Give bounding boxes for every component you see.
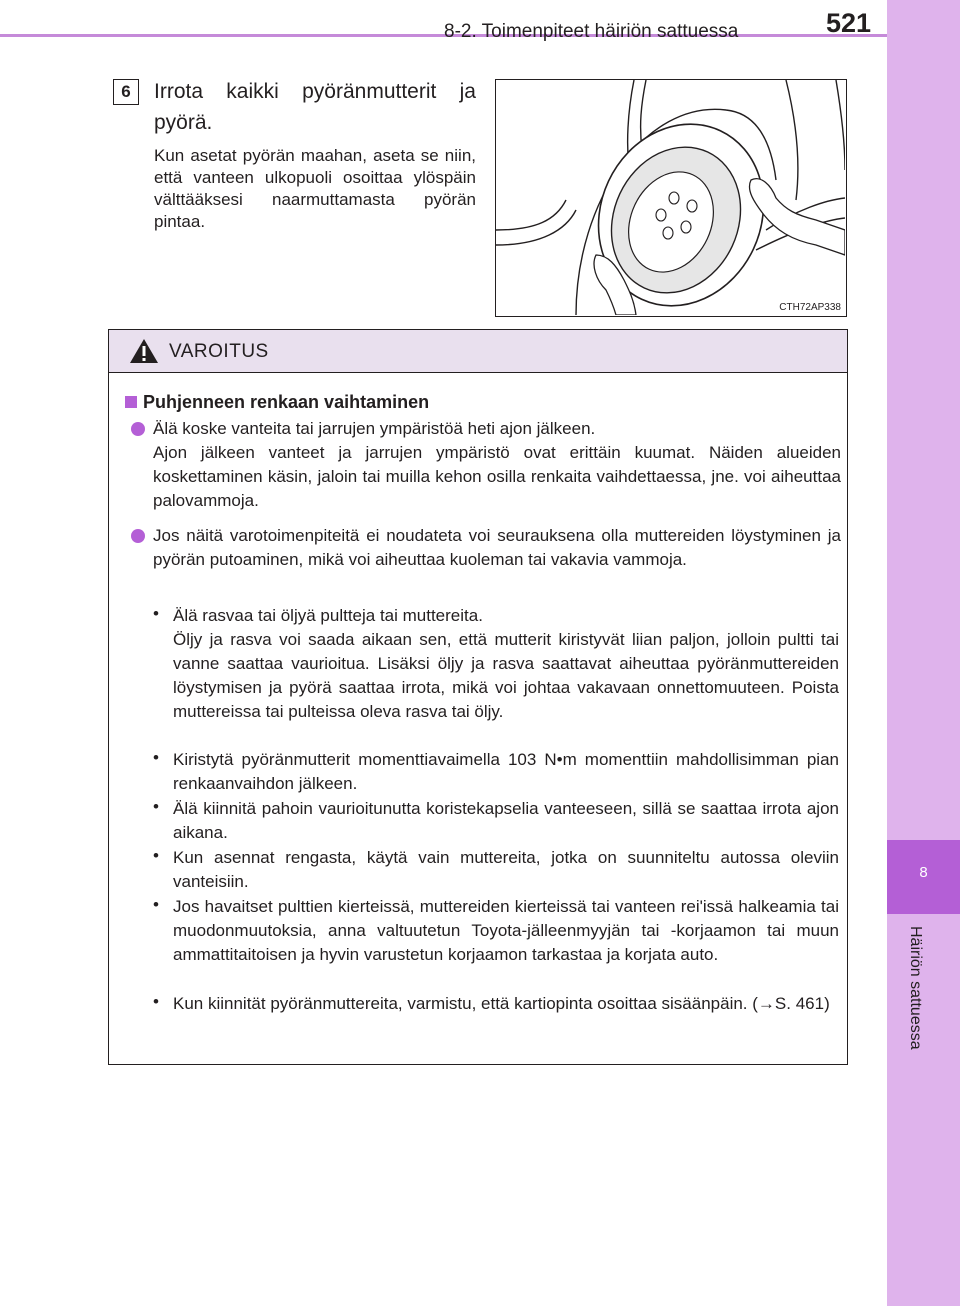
sub-item-1-detail: Öljy ja rasva voi saada aikaan sen, että mutterit kiristyvät liian paljon, jolloin pultti tai vanne saattaa vaurioitua. Lisäksi öljy ja rasva saattavat aiheuttaa pyöränmuttereiden löystymisen ja pyörä saattaa irrota, mikä voi johtaa vakavaan onnettomuuteen. Poista muttereissa tai pulteissa oleva rasva tai öljy. [173,630,839,721]
sub-bullet-dot: • [153,895,159,914]
chapter-number: 8 [919,864,928,881]
warning-triangle-icon [129,338,159,364]
arrow-right-icon: → [757,994,775,1013]
sub-item-6-text: Kun kiinnität pyöränmuttereita, varmistu, että kartiopinta osoittaa sisäänpäin. ( [173,994,758,1013]
round-bullet-icon [131,529,145,543]
sub-bullet-dot: • [153,797,159,816]
warning-heading-text: Puhjenneen renkaan vaihtaminen [143,392,430,412]
sub-item-6 [173,992,839,1016]
wheel-illustration [495,79,847,317]
wheel-removal-drawing [496,80,845,315]
section-title: 8-2. Toimenpiteet häiriön sattuessa [444,21,739,42]
sub-item-1: Älä rasvaa tai öljyä pultteja tai muttereita. [173,606,483,625]
round-bullet-icon [131,422,145,436]
sub-item-5: Jos havaitset pulttien kierteissä, muttereiden kierteissä tai vanteen rei'issä halkeamia tai muodonmuutoksia, anna valtuutetun Toyota-jälleenmyyjän tai -korjaamon tai muun ammattitaitoisen ja hyvin varustetun korjaamon tarkastaa ja korjata auto. [173,897,839,964]
square-bullet-icon [125,396,137,408]
warning-bullet-1-title: Älä koske vanteita tai jarrujen ympäristöä heti ajon jälkeen. [153,419,596,438]
step-heading: Irrota kaikki pyöränmutterit ja pyörä. [154,80,476,134]
warning-bullet-2-text: Jos näitä varotoimenpiteitä ei noudateta voi seurauksena olla muttereiden löystyminen ja pyörän putoaminen, mikä voi aiheuttaa kuoleman tai vakavia vammoja. [153,526,841,569]
sub-item-3: Älä kiinnitä pahoin vaurioitunutta koristekapselia vanteeseen, sillä se saattaa irrota ajon aikana. [173,799,839,842]
step-number: 6 [113,79,139,105]
sub-bullet-dot: • [153,846,159,865]
sub-item-2: Kiristytä pyöränmutterit momenttiavaimella 103 N•m momenttiin mahdollisimman pian renkaanvaihdon jälkeen. [173,750,839,793]
sub-bullet-dot: • [153,748,159,767]
figure-code: CTH72AP338 [779,302,841,313]
sub-bullet-dot: • [153,604,159,623]
warning-bullet-1-text: Ajon jälkeen vanteet ja jarrujen ympäristö ovat erittäin kuumat. Näiden alueiden koskettaminen käsin, jaloin tai muilla kehon osilla renkaita vaihdettaessa, jne. voi aiheuttaa palovammoja. [153,443,841,510]
chapter-title: Häiriön sattuessa [907,926,924,1050]
side-tab [887,0,960,840]
sub-item-4: Kun asennat rengasta, käytä vain muttereita, jotka on suunniteltu autossa oleviin vanteisiin. [173,848,839,891]
warning-title: VAROITUS [169,341,269,362]
page-reference: S. 461) [774,994,830,1013]
warning-box [108,329,848,1065]
warning-header [109,330,847,373]
warning-heading [125,392,429,413]
page-number: 521 [826,8,872,38]
step-body: Kun asetat pyörän maahan, aseta se niin, että vanteen ulkopuoli osoittaa ylöspäin välttääksesi naarmuttamasta pyörän pintaa. [154,146,476,231]
sub-bullet-dot: • [153,992,159,1011]
